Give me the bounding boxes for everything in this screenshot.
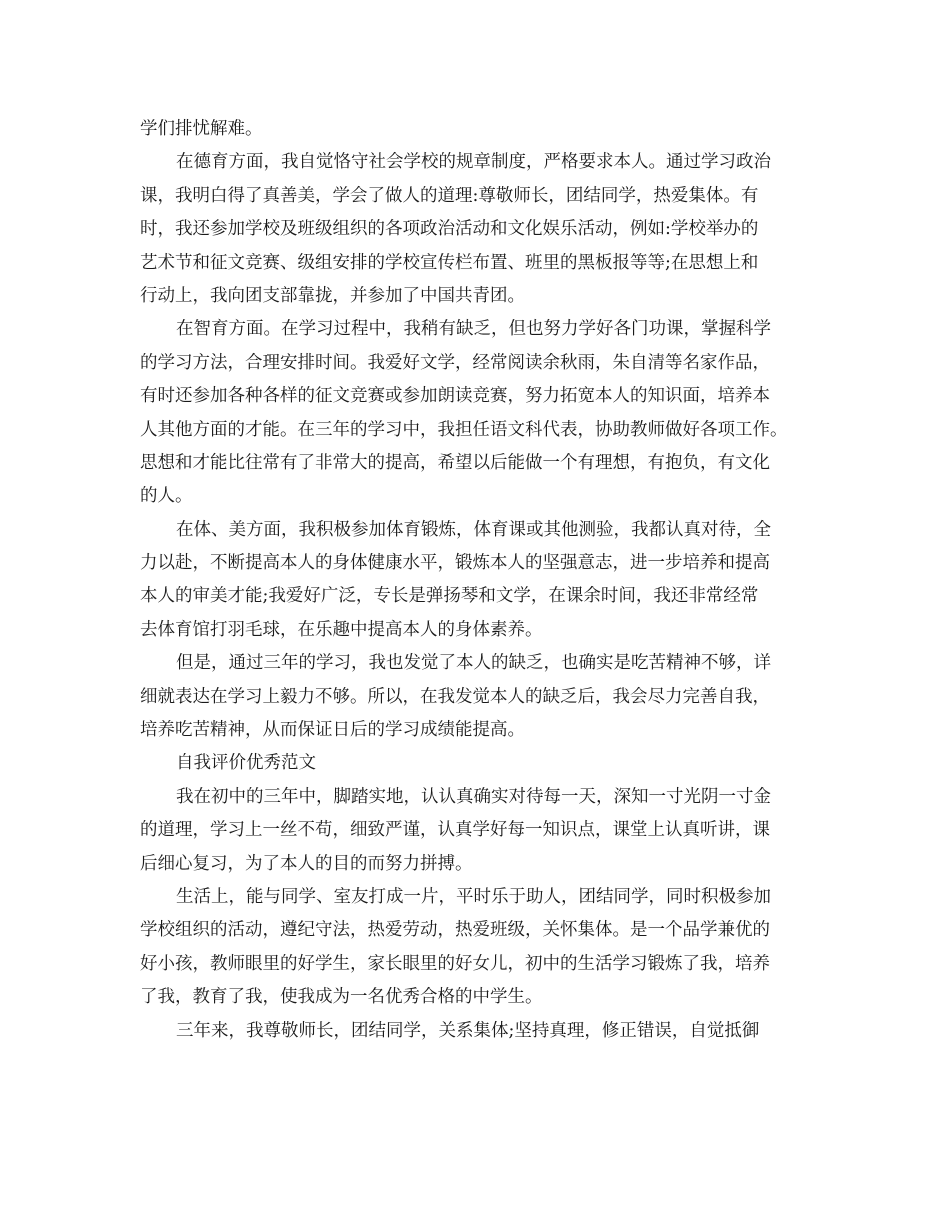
text-line: 的道理，学习上一丝不苟，细致严谨，认真学好每一知识点，课堂上认真听讲，课: [140, 820, 770, 841]
text-line: 行动上，我向团支部靠拢，并参加了中国共青团。: [140, 285, 525, 306]
text-line: 生活上，能与同学、室友打成一片，平时乐于助人，团结同学，同时积极参加: [176, 886, 771, 907]
text-line: 后细心复习，为了本人的目的而努力拼搏。: [140, 853, 473, 874]
text-line: 自我评价优秀范文: [176, 753, 316, 774]
text-line: 有时还参加各种各样的征文竞赛或参加朗读竞赛，努力拓宽本人的知识面，培养本: [140, 386, 770, 407]
text-line: 思想和才能比往常有了非常大的提高，希望以后能做一个有理想，有抱负，有文化: [140, 452, 770, 473]
text-line: 去体育馆打羽毛球，在乐趣中提高本人的身体素养。: [140, 619, 543, 640]
text-line: 好小孩，教师眼里的好学生，家长眼里的好女儿，初中的生活学习锻炼了我，培养: [140, 953, 770, 974]
text-line: 学们排忧解难。: [140, 119, 263, 139]
text-line: 培养吃苦精神，从而保证日后的学习成绩能提高。: [140, 720, 525, 741]
text-line: 力以赴，不断提高本人的身体健康水平，锻炼本人的坚强意志，进一步培养和提高: [140, 553, 770, 574]
text-line: 在智育方面。在学习过程中，我稍有缺乏，但也努力学好各门功课，掌握科学: [176, 319, 771, 340]
text-line: 但是，通过三年的学习，我也发觉了本人的缺乏，也确实是吃苦精神不够，详: [176, 653, 771, 674]
text-line: 三年来，我尊敬师长，团结同学，关系集体;坚持真理，修正错误，自觉抵御: [176, 1020, 760, 1041]
text-line: 时，我还参加学校及班级组织的各项政治活动和文化娱乐活动，例如:学校举办的: [140, 219, 759, 240]
text-line: 课，我明白得了真善美，学会了做人的道理:尊敬师长，团结同学，热爱集体。有: [140, 185, 759, 206]
text-line: 学校组织的活动，遵纪守法，热爱劳动，热爱班级，关怀集体。是一个品学兼优的: [140, 920, 770, 941]
text-line: 在体、美方面，我积极参加体育锻炼，体育课或其他测验，我都认真对待，全: [176, 519, 771, 540]
text-line: 的人。: [140, 486, 193, 507]
text-line: 的学习方法，合理安排时间。我爱好文学，经常阅读余秋雨，朱自清等名家作品，: [140, 352, 770, 373]
text-line: 我在初中的三年中，脚踏实地，认认真确实对待每一天，深知一寸光阴一寸金: [176, 786, 771, 807]
text-line: 艺术节和征文竞赛、级组安排的学校宣传栏布置、班里的黑板报等等;在思想上和: [140, 252, 759, 273]
text-line: 在德育方面，我自觉恪守社会学校的规章制度，严格要求本人。通过学习政治: [176, 152, 771, 173]
text-line: 细就表达在学习上毅力不够。所以，在我发觉本人的缺乏后，我会尽力完善自我，: [140, 686, 770, 707]
text-line: 本人的审美才能;我爱好广泛，专长是弹扬琴和文学，在课余时间，我还非常经常: [140, 586, 759, 607]
document-body: [140, 113, 830, 1048]
text-line: 人其他方面的才能。在三年的学习中，我担任语文科代表，协助教师做好各项工作。: [140, 419, 788, 440]
text-line: 了我，教育了我，使我成为一名优秀合格的中学生。: [140, 987, 543, 1008]
